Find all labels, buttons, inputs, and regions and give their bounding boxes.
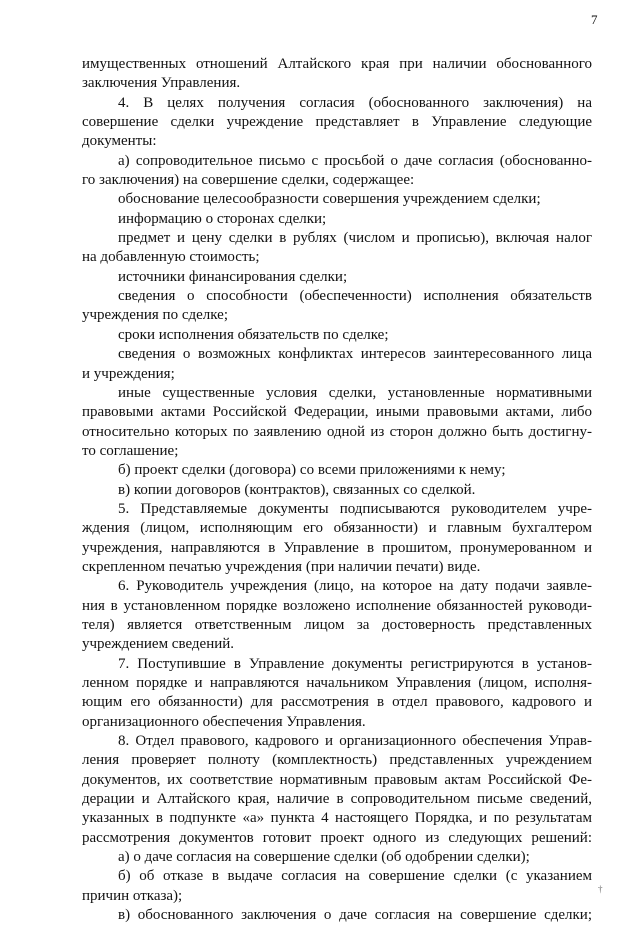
text-line: а) сопроводительное письмо с просьбой о даче согласия (обоснованно-	[118, 152, 592, 169]
text-line: в) копии договоров (контрактов), связанных со сделкой.	[118, 481, 476, 498]
text-line: учреждения по сделке;	[82, 307, 229, 324]
text-line: скрепленном печатью учреждения (при наличии печати) виде.	[82, 558, 481, 575]
text-line: заключения Управления.	[82, 75, 241, 92]
page-number: 7	[591, 12, 598, 27]
text-line: учреждения, направляются в Управление в прошитом, пронумерованном и	[82, 539, 592, 556]
text-line: имущественных отношений Алтайского края при наличии обоснованного	[82, 56, 592, 72]
text-line: ленном порядке и направляются начальником Управления (лицом, исполня-	[82, 675, 592, 691]
text-line: правовыми актами Российской Федерации, иными правовыми актами, либо	[82, 404, 592, 421]
text-line: б) проект сделки (договора) со всеми приложениями к нему;	[118, 462, 506, 479]
text-line: ждения (лицом, исполняющим его обязанности) и главным бухгалтером	[82, 520, 592, 537]
text-line: 7. Поступившие в Управление документы регистрируются в установ-	[118, 655, 592, 672]
text-line: 4. В целях получения согласия (обоснованного заключения) на	[118, 94, 592, 111]
text-line: дерации и Алтайского края, наличие в сопроводительном письме сведений,	[82, 791, 592, 808]
text-line: ния в установленном порядке возложено исполнение обязанностей руководи-	[82, 597, 592, 614]
text-line: 8. Отдел правового, кадрового и организационного обеспечения Управ-	[118, 733, 592, 750]
corner-mark: †	[598, 884, 603, 894]
text-line: сроки исполнения обязательств по сделке;	[118, 326, 389, 343]
text-line: документов, их соответствие нормативным правовым актам Российской Фе-	[82, 771, 592, 788]
text-line: учреждением сведений.	[82, 636, 235, 653]
text-line: обоснование целесообразности совершения учреждением сделки;	[118, 191, 541, 208]
text-line: предмет и цену сделки в рублях (числом и прописью), включая налог	[118, 230, 592, 247]
text-line: б) об отказе в выдаче согласия на совершение сделки (с указанием	[118, 868, 592, 885]
text-line: относительно которых по заявлению одной из сторон должно быть достигну-	[82, 423, 592, 440]
text-line: в) обоснованного заключения о даче согласия на совершение сделки;	[118, 907, 592, 924]
text-line: а) о даче согласия на совершение сделки (об одобрении сделки);	[118, 849, 530, 866]
text-line: сведения о способности (обеспеченности) исполнения обязательств	[118, 288, 592, 305]
text-line: на добавленную стоимость;	[82, 249, 260, 266]
text-line: информацию о сторонах сделки;	[118, 210, 327, 227]
text-line: иные существенные условия сделки, установленные нормативными	[118, 384, 592, 401]
text-line: рассмотрения документов готовит проект одного из следующих решений:	[82, 829, 592, 846]
text-line: то соглашение;	[82, 442, 179, 459]
text-line: и учреждения;	[82, 365, 175, 382]
text-line: го заключения) на совершение сделки, содержащее:	[82, 172, 415, 189]
text-line: совершение сделки учреждение представляет в Управление следующие	[82, 114, 592, 131]
text-line: организационного обеспечения Управления.	[82, 713, 366, 730]
text-line: сведения о возможных конфликтах интересов заинтересованного лица	[118, 346, 592, 363]
text-line: 6. Руководитель учреждения (лицо, на которое на дату подачи заявле-	[118, 578, 592, 595]
text-line: ющим его обязанности) для рассмотрения в отдел правового, кадрового и	[82, 694, 592, 711]
text-line: документы:	[82, 133, 157, 150]
text-line: теля) является ответственным лицом за достоверность представленных	[82, 616, 592, 633]
text-line: 5. Представляемые документы подписываются руководителем учре-	[118, 500, 592, 517]
text-line: источники финансирования сделки;	[118, 268, 348, 285]
text-line: причин отказа);	[82, 887, 183, 904]
document-body	[82, 55, 592, 925]
text-line: ления проверяет полноту (комплектность) представленных учреждением	[82, 752, 592, 769]
text-line: указанных в подпункте «а» пункта 4 настоящего Порядка, и по результатам	[82, 810, 592, 827]
